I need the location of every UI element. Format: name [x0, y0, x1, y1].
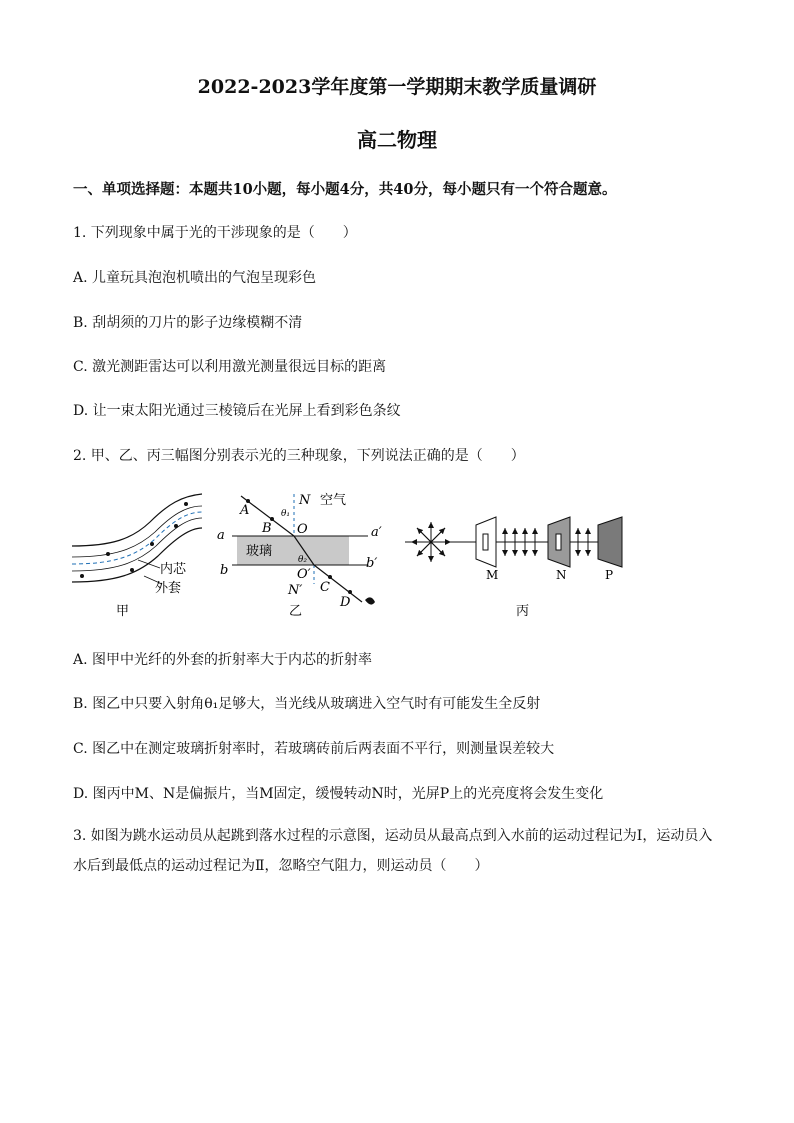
- question-2-stem: 2. 甲、乙、丙三幅图分别表示光的三种现象，下列说法正确的是（ ）: [73, 448, 525, 464]
- fiber-cladding-label: 外套: [155, 581, 182, 596]
- question-1-option-a: A. 儿童玩具泡泡机喷出的气泡呈现彩色: [73, 270, 317, 286]
- point-C-label: C: [320, 580, 330, 595]
- figure-jia-caption: 甲: [116, 604, 130, 619]
- fiber-core-label: 内芯: [160, 562, 187, 577]
- line-b-label: b: [220, 563, 229, 578]
- question-2-figures: [0, 484, 794, 624]
- question-2-option-c: C. 图乙中在测定玻璃折射率时，若玻璃砖前后两表面不平行，则测量误差较大: [73, 741, 555, 757]
- point-O-prime-label: O′: [297, 567, 311, 582]
- question-2-option-a: A. 图甲中光纤的外套的折射率大于内芯的折射率: [73, 652, 373, 668]
- polarizer-N-label: N: [556, 568, 567, 582]
- question-1-option-d: D. 让一束太阳光通过三棱镜后在光屏上看到彩色条纹: [73, 403, 401, 419]
- air-label: 空气: [320, 493, 347, 508]
- glass-label: 玻璃: [246, 544, 273, 559]
- section-heading: 一、单项选择题：本题共10小题，每小题4分，共40分，每小题只有一个符合题意。: [73, 181, 617, 198]
- figure-bing-polarizers: [405, 517, 622, 567]
- point-B-label: B: [262, 521, 272, 536]
- figure-yi-caption: 乙: [289, 604, 303, 619]
- point-D-label: D: [340, 595, 351, 610]
- screen-P-label: P: [605, 568, 614, 582]
- polarizer-M-label: M: [486, 568, 499, 582]
- question-3-stem: 3. 如图为跳水运动员从起跳到落水过程的示意图，运动员从最高点到入水前的运动过程记为Ⅰ，运动员入水后到最低点的运动过程记为Ⅱ，忽略空气阻力，则运动员（ ）: [73, 828, 713, 874]
- normal-N-prime-label: N′: [288, 583, 303, 598]
- figure-bing-caption: 丙: [516, 604, 530, 619]
- theta2-label: θ₂: [298, 555, 308, 565]
- exam-subject: 高二物理: [357, 128, 437, 152]
- question-1-option-c: C. 激光测距雷达可以利用激光测量很远目标的距离: [73, 359, 387, 375]
- question-1-option-b: B. 刮胡须的刀片的影子边缘模糊不清: [73, 315, 303, 331]
- theta1-label: θ₁: [281, 509, 291, 519]
- question-1-stem: 1. 下列现象中属于光的干涉现象的是（ ）: [73, 225, 357, 241]
- exam-title: 2022-2023学年度第一学期期末教学质量调研: [197, 76, 597, 98]
- question-2-option-d: D. 图丙中M、N是偏振片，当M固定，缓慢转动N时，光屏P上的光亮度将会发生变化: [73, 786, 604, 802]
- question-2-option-b: B. 图乙中只要入射角θ₁足够大，当光线从玻璃进入空气时有可能发生全反射: [73, 696, 541, 712]
- line-a-label: a: [217, 528, 225, 543]
- point-A-label: A: [240, 503, 250, 518]
- line-b-prime-label: b′: [366, 556, 378, 571]
- line-a-prime-label: a′: [371, 525, 382, 540]
- normal-N-label: N: [299, 493, 311, 508]
- point-O-label: O: [297, 522, 308, 537]
